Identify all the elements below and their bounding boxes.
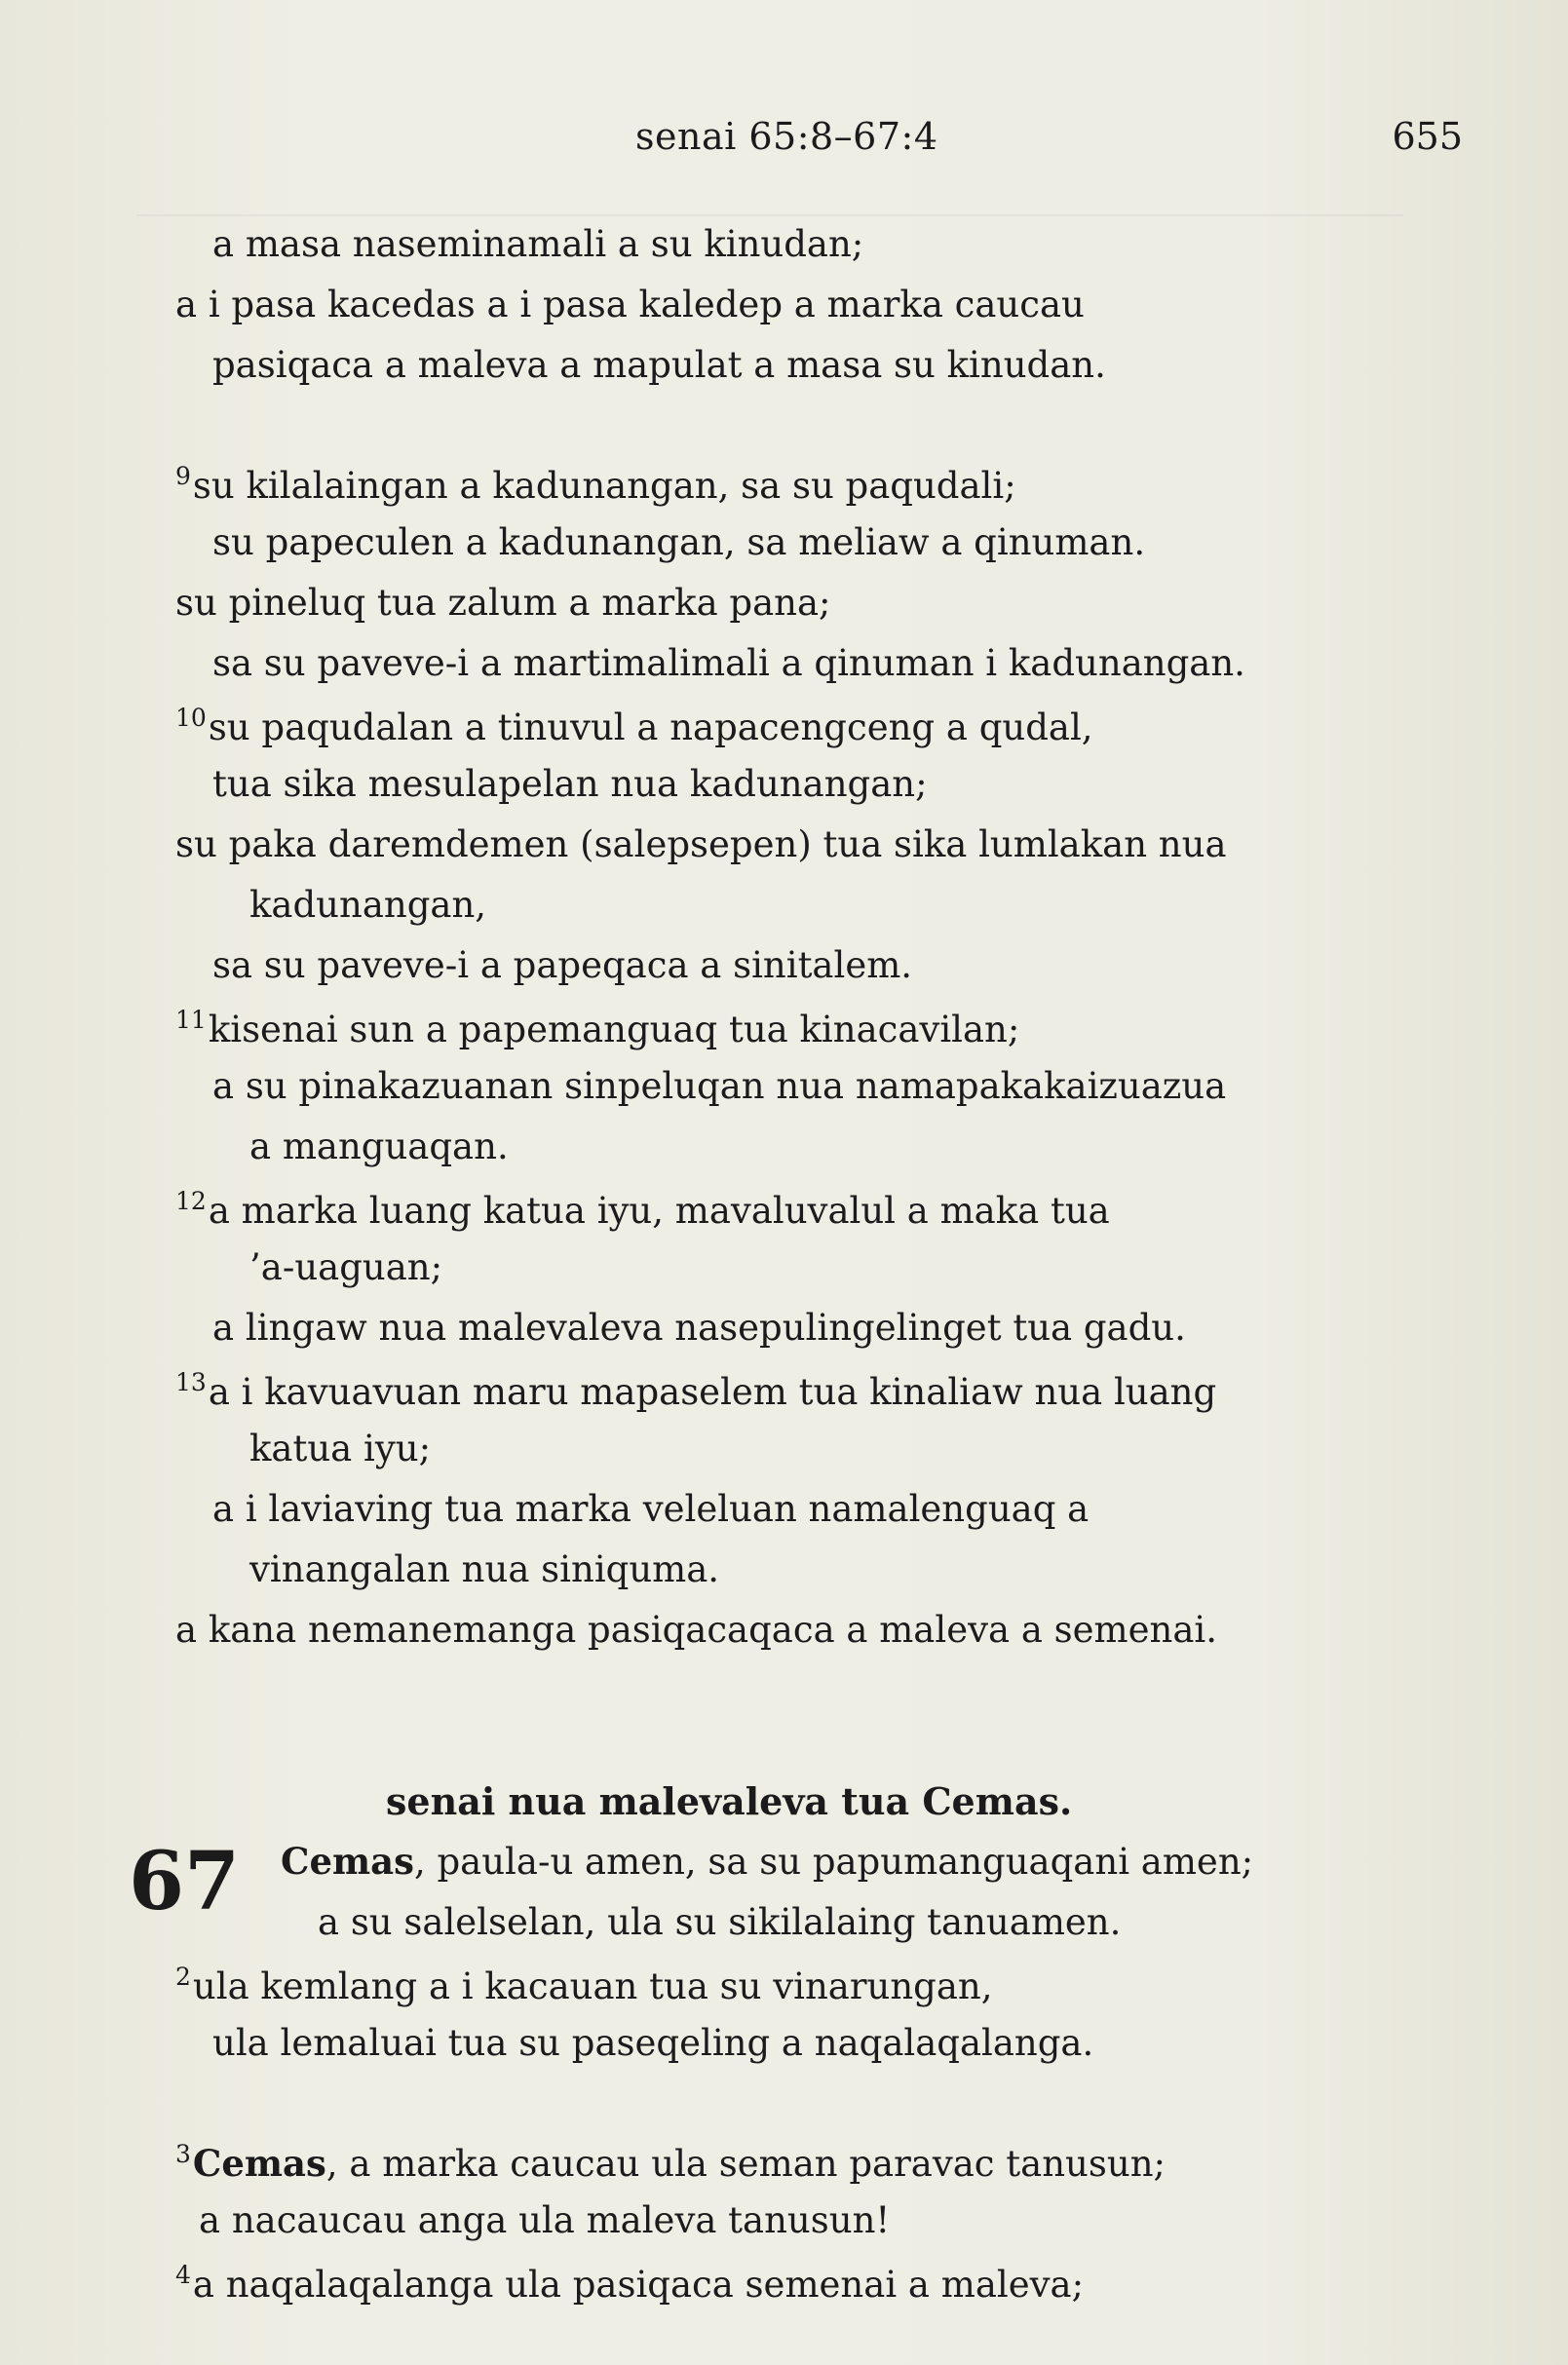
text-line: sa su paveve-i a papeqaca a sinitalem. [212, 944, 913, 986]
text-line: a manguaqan. [249, 1125, 509, 1167]
bleed-through-texture [136, 214, 1403, 216]
text-line: a i laviaving tua marka veleluan namalenguaq a [212, 1488, 1090, 1530]
text-line: katua iyu; [249, 1428, 432, 1469]
verse-number: 3 [175, 2140, 191, 2168]
verse-number: 2 [175, 1963, 191, 1991]
verse-line: $^{13}$a i kavuavuan maru mapaselem tua kinaliaw nua luang [175, 1368, 1217, 1413]
text-line: su paka daremdemen (salepsepen) tua sika lumlakan nua [175, 823, 1227, 865]
running-head: senai 65:8–67:4 [635, 115, 938, 158]
text-line: su pineluq tua zalum a marka pana; [175, 582, 831, 624]
text-line: a masa naseminamali a su kinudan; [212, 223, 864, 265]
verse-line: $^3$Cemas, a marka caucau ula seman paravac tanusun; [175, 2140, 1166, 2185]
text-line: kadunangan, [249, 884, 487, 926]
text-line: a su salelselan, ula su sikilalaing tanuamen. [318, 1901, 1122, 1943]
verse-lead-word: Cemas [281, 1840, 414, 1883]
verse-line: $^9$su kilalaingan a kadunangan, sa su paqudali; [175, 462, 1016, 507]
verse-number: 11 [175, 1006, 207, 1034]
text-line: ula lemaluai tua su paseqeling a naqalaqalanga. [212, 2022, 1094, 2064]
text-line: pasiqaca a maleva a mapulat a masa su kinudan. [212, 344, 1106, 386]
text-line: ’a-uaguan; [249, 1246, 443, 1288]
text-line: a lingaw nua malevaleva nasepulingelinget tua gadu. [212, 1307, 1186, 1349]
text-line: a kana nemanemanga pasiqacaqaca a maleva a semenai. [175, 1609, 1217, 1651]
verse-lead-word: Cemas [192, 2142, 326, 2185]
text-line: tua sika mesulapelan nua kadunangan; [212, 763, 928, 805]
verse-number: 4 [175, 2261, 191, 2289]
text-line: su papeculen a kadunangan, sa meliaw a qinuman. [212, 521, 1146, 563]
psalm-heading: senai nua malevaleva tua Cemas. [386, 1779, 1073, 1823]
text-line: vinangalan nua siniquma. [249, 1548, 720, 1590]
verse-line: $^{11}$kisenai sun a papemanguaq tua kinacavilan; [175, 1006, 1020, 1050]
text-line: a su pinakazuanan sinpeluqan nua namapakakaizuazua [212, 1065, 1227, 1107]
verse-number: 9 [175, 462, 191, 490]
page-number: 655 [1392, 115, 1463, 158]
verse-line: $^2$ula kemlang a i kacauan tua su vinarungan, [175, 1963, 993, 2007]
verse-number: 10 [175, 704, 207, 732]
verse-number: 13 [175, 1368, 207, 1396]
verse-number: 12 [175, 1187, 207, 1215]
verse-line: $^4$a naqalaqalanga ula pasiqaca semenai a maleva; [175, 2261, 1085, 2306]
chapter-number: 67 [129, 1835, 241, 1928]
verse-line: $^{12}$a marka luang katua iyu, mavaluvalul a maka tua [175, 1187, 1110, 1232]
verse-line: $^{10}$su paqudalan a tinuvul a napacengceng a qudal, [175, 704, 1093, 748]
verse-line: Cemas, paula-u amen, sa su papumanguaqani amen; [281, 1840, 1254, 1883]
text-line: a nacaucau anga ula maleva tanusun! [199, 2199, 891, 2241]
text-line: a i pasa kacedas a i pasa kaledep a marka caucau [175, 284, 1085, 325]
page-header [0, 115, 1568, 173]
text-line: sa su paveve-i a martimalimali a qinuman i kadunangan. [212, 642, 1245, 684]
